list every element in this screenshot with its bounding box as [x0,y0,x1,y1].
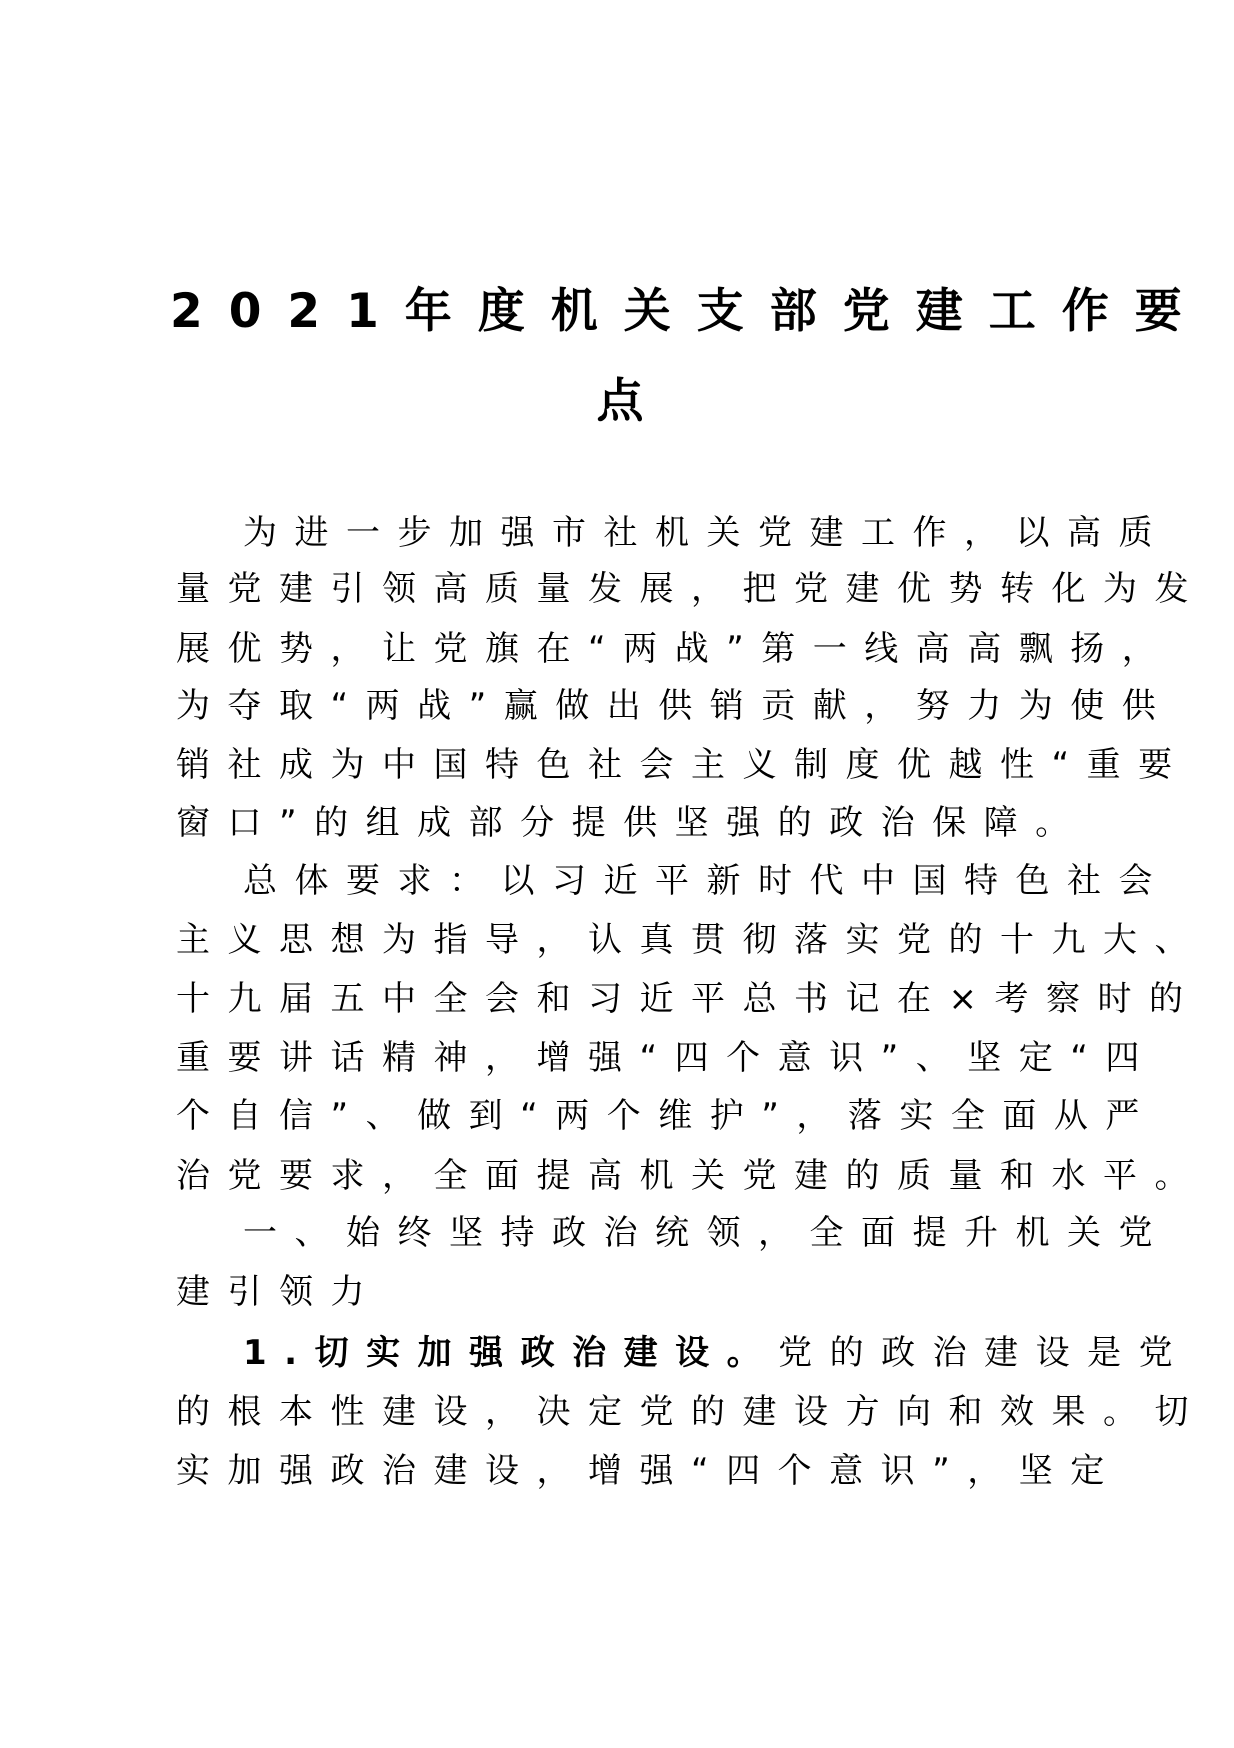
paragraph-line: 治党要求，全面提高机关党建的质量和水平。 [176,1156,1206,1196]
section-heading-line: 建引领力 [176,1272,382,1312]
paragraph-line: 总体要求：以习近平新时代中国特色社会 [243,861,1170,901]
paragraph-line: 窗口”的组成部分提供坚强的政治保障。 [176,803,1087,843]
item-first-line [243,1331,1191,1375]
paragraph-line: 十九届五中全会和习近平总书记在×考察时的 [176,979,1201,1019]
paragraph-line: 销社成为中国特色社会主义制度优越性“重要 [176,745,1190,785]
paragraph-line: 为夺取“两战”赢做出供销贡献，努力为使供 [176,686,1174,726]
document-title-line-1: 2021年度机关支部党建工作要 [170,284,1208,339]
paragraph-line: 主义思想为指导，认真贯彻落实党的十九大、 [176,920,1206,960]
item-text: 党的政治建设是党 [778,1333,1191,1373]
paragraph-line: 实加强政治建设，增强“四个意识”，坚定 [176,1451,1122,1491]
paragraph-line: 量党建引领高质量发展，把党建优势转化为发 [176,569,1206,609]
paragraph-line: 的根本性建设，决定党的建设方向和效果。切 [176,1392,1206,1432]
item-heading: 1.切实加强政治建设。 [243,1333,779,1373]
paragraph-line: 为进一步加强市社机关党建工作，以高质 [243,513,1170,553]
paragraph-line: 个自信”、做到“两个维护”，落实全面从严 [176,1096,1157,1136]
paragraph-line: 展优势，让党旗在“两战”第一线高高飘扬， [176,629,1174,669]
section-heading-line: 一、始终坚持政治统领，全面提升机关党 [243,1213,1170,1253]
paragraph-line: 重要讲话精神，增强“四个意识”、坚定“四 [176,1038,1157,1078]
document-title-line-2: 点 [596,374,644,429]
